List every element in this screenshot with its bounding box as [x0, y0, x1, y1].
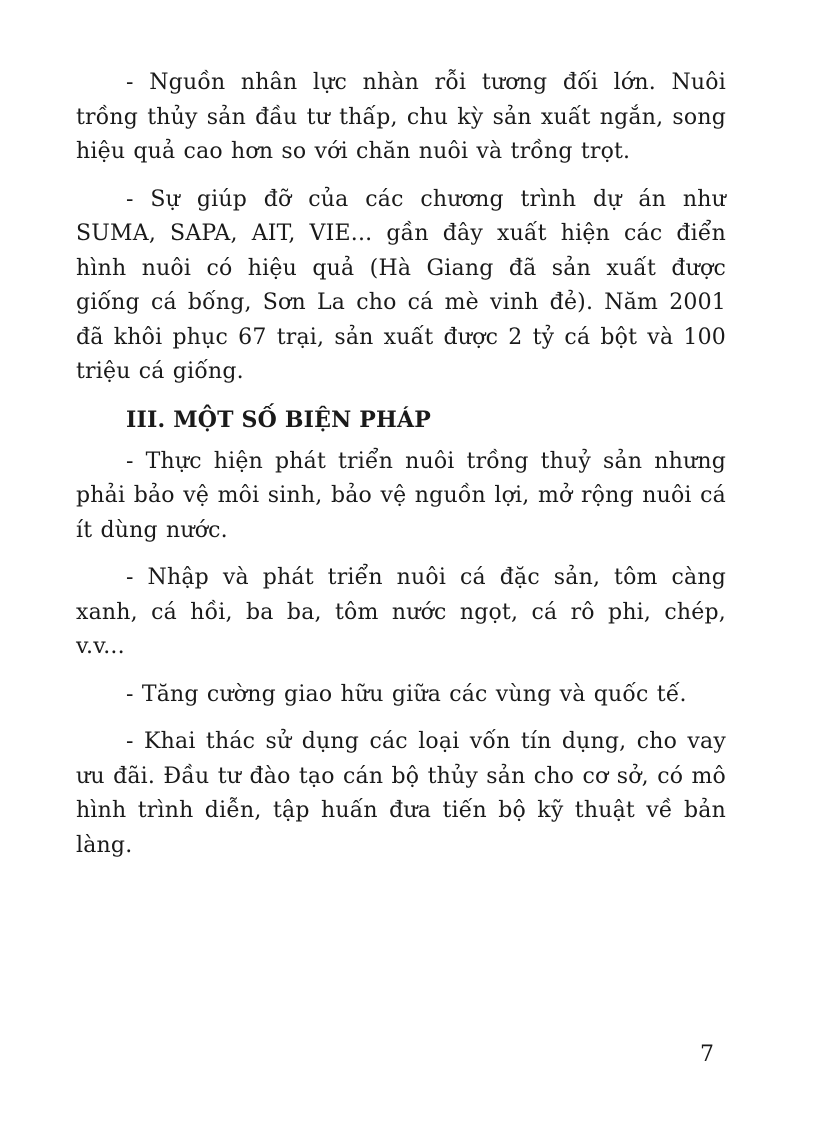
paragraph-measure-credit: - Khai thác sử dụng các loại vốn tín dụng, cho vay ưu đãi. Đầu tư đào tạo cán bộ thủy sản cho cơ sở, có mô hình trình diễn, tập huấn đưa tiến bộ kỹ thuật về bản làng.: [76, 729, 726, 858]
paragraph-labor: - Nguồn nhân lực nhàn rỗi tương đối lớn. Nuôi trồng thủy sản đầu tư thấp, chu kỳ sản xuất ngắn, song hiệu quả cao hơn so với chăn nuôi và trồng trọt.: [76, 70, 726, 164]
page-content: [76, 66, 726, 876]
page-number: 7: [700, 1042, 714, 1067]
section-heading: III. MỘT SỐ BIỆN PHÁP: [126, 406, 432, 433]
paragraph-projects: - Sự giúp đỡ của các chương trình dự án như SUMA, SAPA, AIT, VIE... gần đây xuất hiện các điển hình nuôi có hiệu quả (Hà Giang đã sản xuất được giống cá bống, Sơn La cho cá mè vinh đẻ). Năm 2001 đã khôi phục 67 trại, sản xuất được 2 tỷ cá bột và 100 triệu cá giống.: [76, 186, 726, 384]
paragraph-measure-specialty-fish: - Nhập và phát triển nuôi cá đặc sản, tôm càng xanh, cá hồi, ba ba, tôm nước ngọt, cá rô phi, chép, v.v...: [76, 565, 726, 659]
paragraph-measure-environment: - Thực hiện phát triển nuôi trồng thuỷ sản nhưng phải bảo vệ môi sinh, bảo vệ nguồn lợi, mở rộng nuôi cá ít dùng nước.: [76, 448, 726, 543]
paragraph-measure-exchange: - Tăng cường giao hữu giữa các vùng và quốc tế.: [126, 681, 687, 707]
